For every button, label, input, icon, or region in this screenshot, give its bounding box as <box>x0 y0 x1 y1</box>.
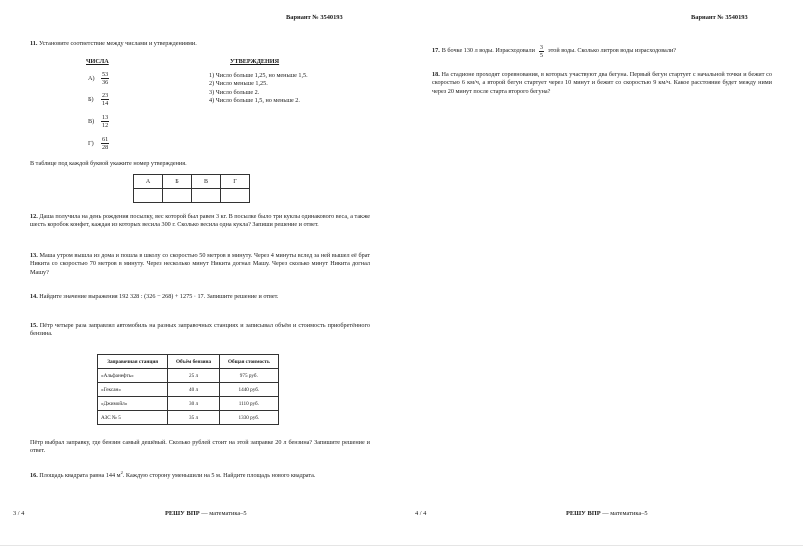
task-15: 15. Пётр четыре раза заправлял автомобиль на разных заправочных станциях и записывал объём и стоимость приобретённого бензина. <box>30 322 371 338</box>
footer-title: РЕШУ ВПР — математика–5 <box>165 510 247 517</box>
table-row: «Гексан» 40 л 1440 руб. <box>98 383 279 397</box>
fraction: $\frac{61}{28}$ <box>102 136 109 151</box>
statement-1: 1) Число больше 1,25, но меньше 1,5. <box>209 72 308 79</box>
answer-header-b: Б <box>163 175 192 189</box>
variant-header: Вариант № 3540193 <box>286 14 343 21</box>
statement-3: 3) Число больше 2. <box>209 88 260 96</box>
fuel-table <box>97 354 279 425</box>
page-number: 3 / 4 <box>13 510 25 517</box>
variant-header: Вариант № 3540193 <box>691 14 748 21</box>
table-row: «Джимойл» 30 л 1110 руб. <box>98 397 279 411</box>
fraction: $\frac{53}{36}$ <box>102 71 109 86</box>
task-14: 14. Найдите значение выражения 192 328 : (326 − 268) + 1275 · 17. Запишите решение и ответ. <box>30 293 279 300</box>
task-12: 12. Даша получила на день рождения посылку, вес которой был равен 3 кг. В посылке было три куклы одинакового веса, а также шесть коробок конфет, каждая из которых весила 300 г. Сколько весила одна кукла? Запиши решение и ответ. <box>30 213 371 229</box>
answer-header-v: В <box>192 175 221 189</box>
number-option-g: Г) $\frac{61}{28}$ <box>88 136 109 151</box>
statement-4: 4) Число больше 1,5, но меньше 2. <box>209 96 300 104</box>
answer-cell-v[interactable] <box>192 189 221 203</box>
answer-cell-b[interactable] <box>163 189 192 203</box>
right-page <box>402 0 803 552</box>
statements-column-heading: УТВЕРЖДЕНИЯ <box>230 58 280 65</box>
numbers-column-heading: ЧИСЛА <box>86 58 109 65</box>
answer-table <box>133 174 250 203</box>
table-row: «Альфанефть» 25 л 975 руб. <box>98 369 279 383</box>
task-text: Установите соответствие между числами и утверждениями. <box>38 40 197 47</box>
fraction: $\frac{3}{5}$ <box>539 44 543 59</box>
column-header-cost: Общая стоимость <box>219 355 278 369</box>
answer-cell-g[interactable] <box>221 189 250 203</box>
column-header-volume: Объём бензина <box>168 355 219 369</box>
answer-instruction: В таблице под каждой буквой укажите номер утверждения. <box>30 160 187 167</box>
site-name: РЕШУ ВПР <box>566 510 601 517</box>
task-15-question: Пётр выбрал заправку, где бензин самый дешёвый. Сколько рублей стоит на этой заправке 20 л бензина? Запишите решение и ответ. <box>30 439 370 455</box>
task-number: 11. <box>30 40 38 47</box>
task-11-prompt <box>30 40 370 48</box>
number-option-a: А) $\frac{53}{36}$ <box>88 71 109 86</box>
answer-header-g: Г <box>221 175 250 189</box>
task-17: 17. В бочке 130 л воды. Израсходовали $\frac{3}{5}$ этой воды. Сколько литров воды израсходовали? <box>432 44 677 59</box>
task-16: 16. Площадь квадрата равна 144 $м^2$. Каждую сторону уменьшили на 5 м. Найдите площадь нового квадрата. <box>30 470 316 480</box>
page-number: 4 / 4 <box>415 510 427 517</box>
fraction: $\frac{13}{12}$ <box>102 114 109 129</box>
number-option-v: В) $\frac{13}{12}$ <box>88 114 109 129</box>
column-header-station: Заправочная станция <box>98 355 168 369</box>
task-13: 13. Маша утром вышла из дома и пошла в школу со скоростью 50 метров в минуту. Через 4 минуты вслед за ней вышел её брат Никита со скоростью 70 метров в минуту. Через несколько минут Никита догнал Машу. Через сколько минут Никита догнал Машу? <box>30 252 371 276</box>
answer-cell-a[interactable] <box>134 189 163 203</box>
answer-header-a: А <box>134 175 163 189</box>
footer-title: РЕШУ ВПР — математика–5 <box>566 510 648 517</box>
number-option-b: Б) $\frac{23}{14}$ <box>88 92 109 107</box>
task-18: 18. На стадионе проходят соревнования, в которых участвуют два бегуна. Первый бегун стартует с начальной точки и бежит со скоростью 6 км/ч, а второй бегун стартует через 10 минут и бежит со скоростью 9 км/ч. Какое расстояние будет между ними через 20 минут после старта второго бегуна? <box>432 71 772 95</box>
table-row: АЗС № 5 35 л 1330 руб. <box>98 411 279 425</box>
bottom-edge-divider <box>0 545 803 546</box>
fraction: $\frac{23}{14}$ <box>102 92 109 107</box>
statements-list <box>209 72 308 105</box>
site-name: РЕШУ ВПР <box>165 510 200 517</box>
statement-2: 2) Число меньше 1,25. <box>209 80 268 88</box>
